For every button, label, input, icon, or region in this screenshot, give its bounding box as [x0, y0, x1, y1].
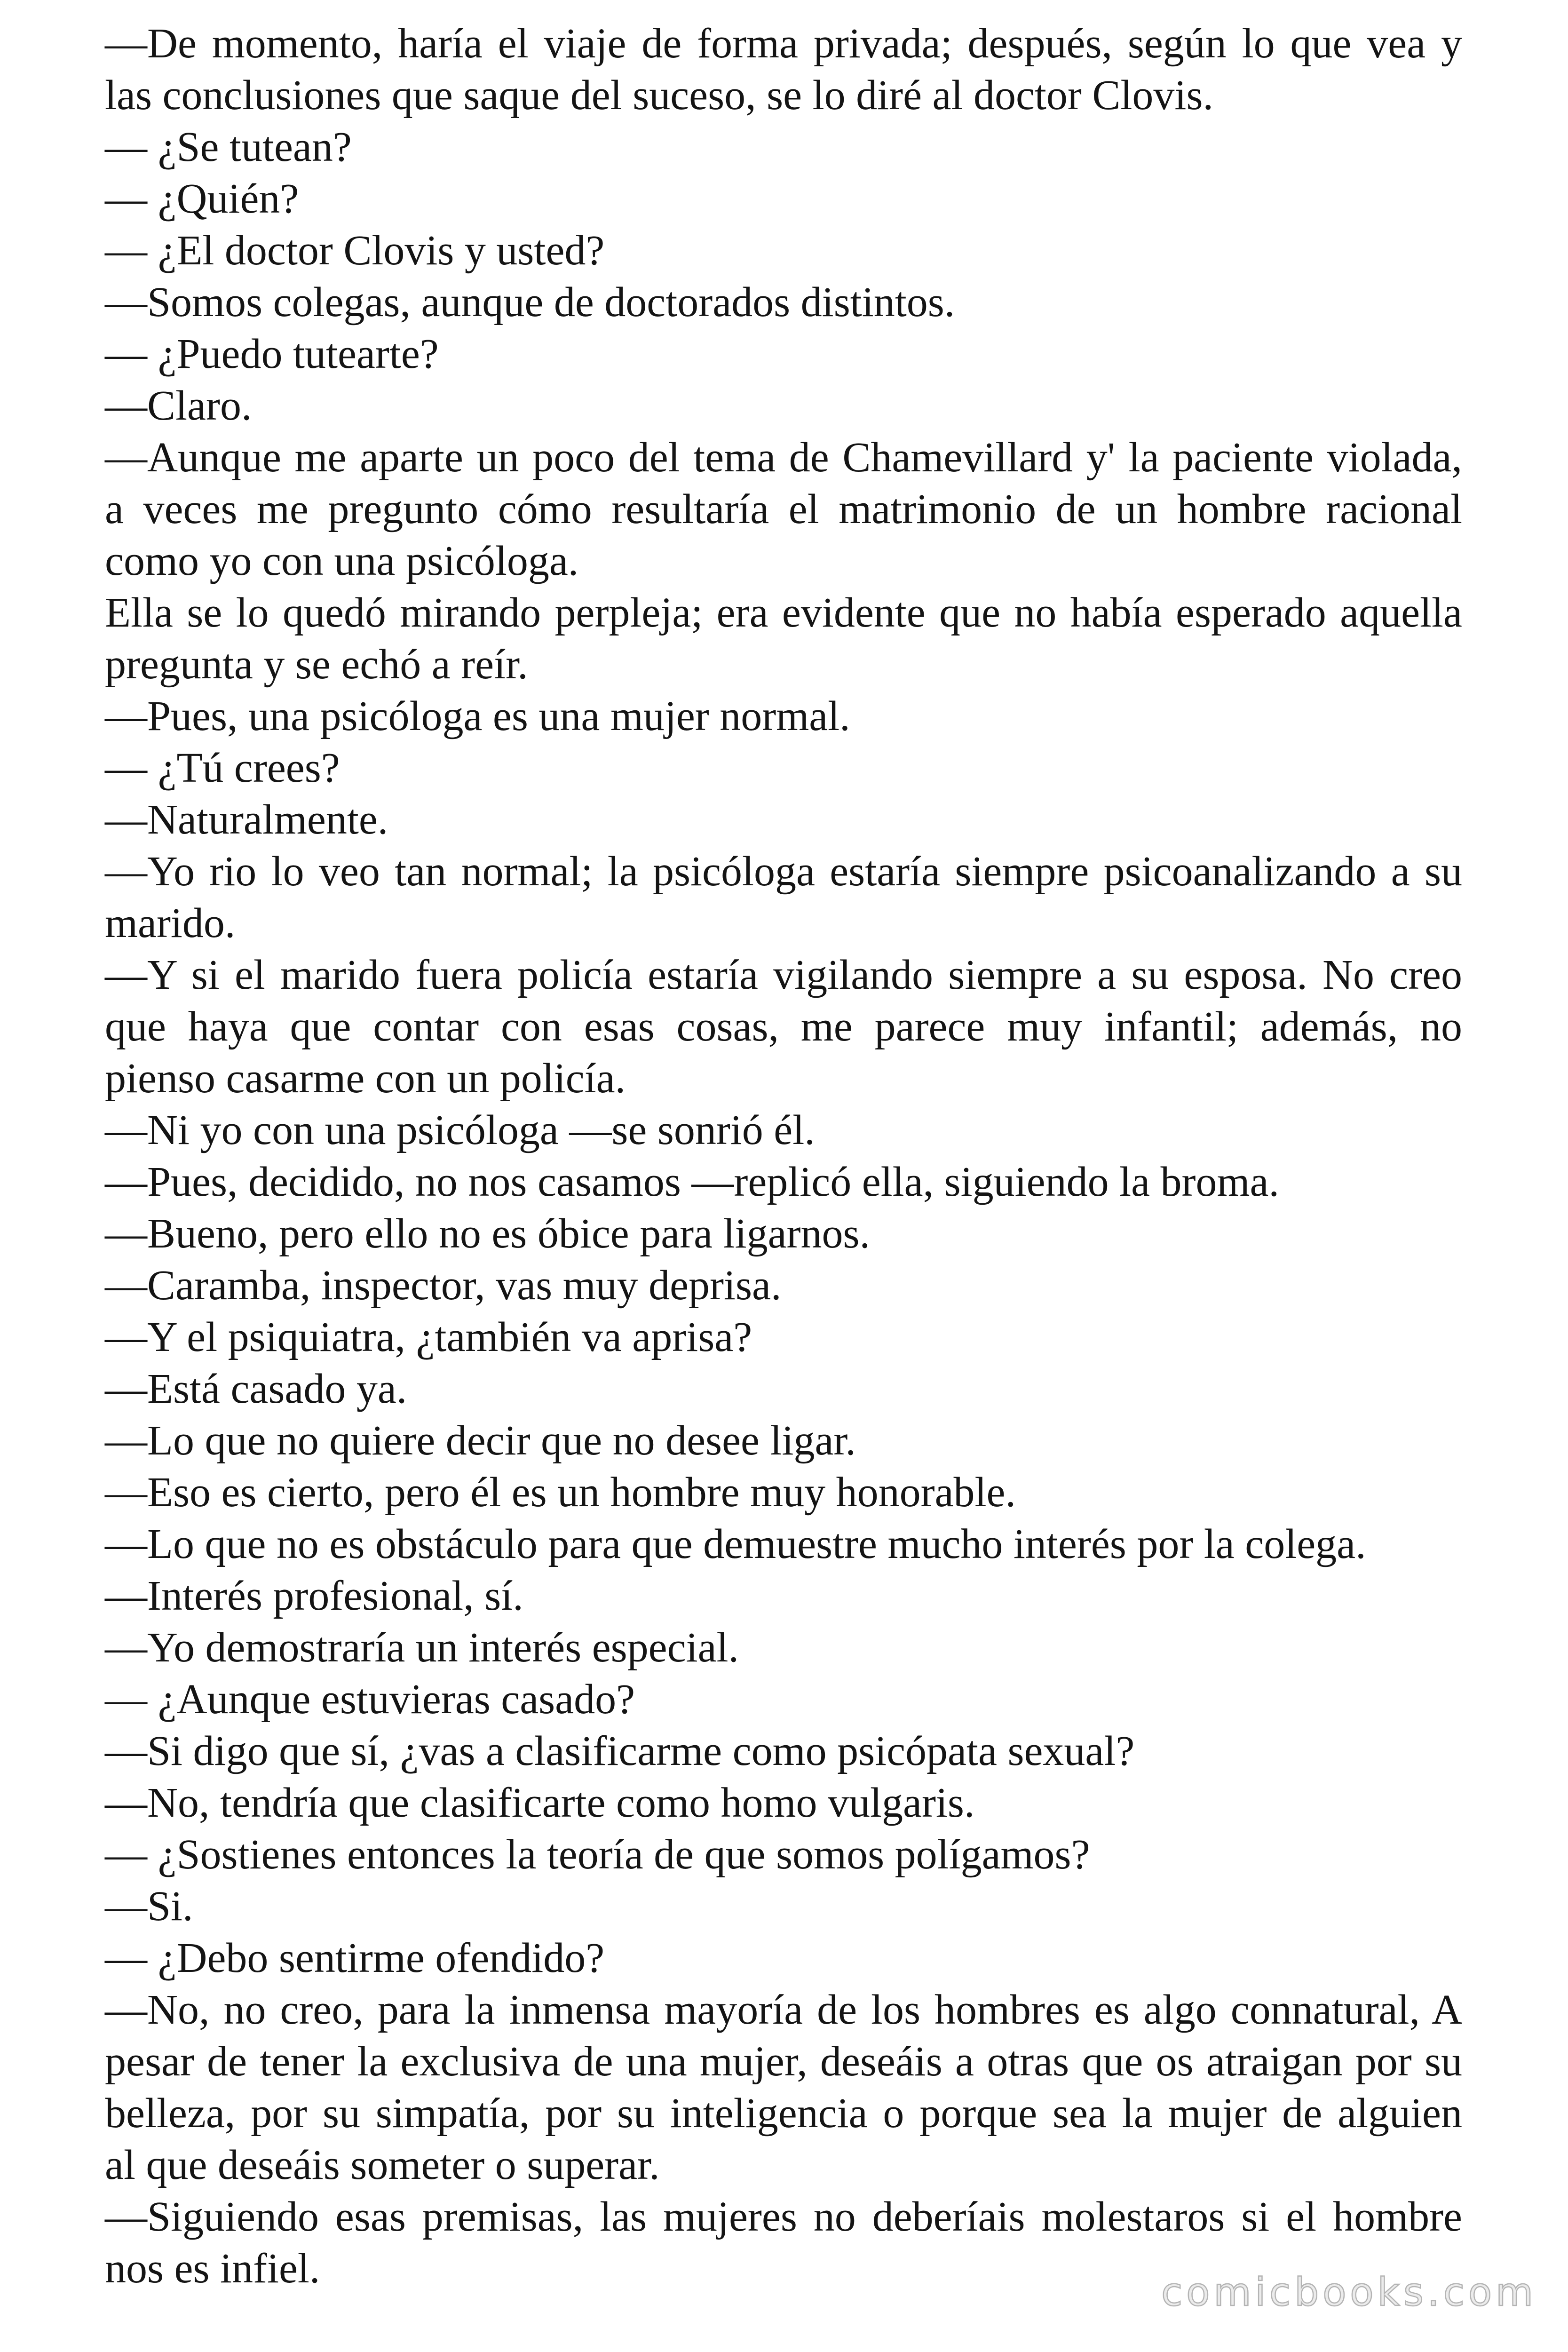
text-line: —Pues, decidido, no nos casamos —replicó ella, siguiendo la broma. — [105, 1159, 1279, 1205]
text-line: a veces me pregunto cómo resultaría el matrimonio de un hombre racional — [105, 486, 1462, 532]
text-line: pesar de tener la exclusiva de una mujer, deseáis a otras que os atraigan por su — [105, 2038, 1462, 2085]
text-line: — ¿Sostienes entonces la teoría de que somos polígamos? — [105, 1831, 1090, 1878]
text-line: al que deseáis someter o superar. — [105, 2142, 660, 2188]
text-line: marido. — [105, 900, 236, 946]
text-line: —Bueno, pero ello no es óbice para ligarnos. — [105, 1210, 871, 1257]
text-line: nos es infiel. — [105, 2245, 320, 2292]
text-line: —Pues, una psicóloga es una mujer normal. — [105, 693, 850, 739]
paragraph — [105, 587, 1462, 691]
text-line: — ¿Tú crees? — [105, 745, 340, 791]
paragraph — [105, 1415, 1462, 1467]
paragraph — [105, 328, 1462, 380]
paragraph — [105, 1622, 1462, 1674]
text-line: —Y el psiquiatra, ¿también va aprisa? — [105, 1314, 752, 1360]
paragraph — [105, 846, 1462, 949]
paragraph — [105, 742, 1462, 794]
paragraph — [105, 432, 1462, 587]
text-line: — ¿Puedo tutearte? — [105, 331, 439, 377]
paragraph — [105, 1518, 1462, 1570]
paragraph — [105, 1467, 1462, 1518]
text-line: —Somos colegas, aunque de doctorados distintos. — [105, 279, 955, 326]
paragraph — [105, 277, 1462, 328]
text-line: como yo con una psicóloga. — [105, 538, 579, 584]
text-line: —De momento, haría el viaje de forma privada; después, según lo que vea y — [105, 20, 1462, 67]
text-line: —Está casado ya. — [105, 1366, 407, 1412]
text-line: — ¿Debo sentirme ofendido? — [105, 1935, 605, 1981]
text-line: —Naturalmente. — [105, 796, 388, 843]
paragraph — [105, 691, 1462, 742]
paragraph — [105, 1777, 1462, 1829]
paragraph — [105, 1104, 1462, 1156]
paragraph — [105, 1829, 1462, 1881]
paragraph — [105, 225, 1462, 277]
paragraph — [105, 173, 1462, 225]
text-line: —Yo rio lo veo tan normal; la psicóloga estaría siempre psicoanalizando a su — [105, 848, 1462, 895]
text-line: —Yo demostraría un interés especial. — [105, 1624, 739, 1671]
text-body — [105, 18, 1462, 2295]
text-line: —Caramba, inspector, vas muy deprisa. — [105, 1262, 782, 1309]
text-line: pregunta y se echó a reír. — [105, 641, 528, 688]
paragraph — [105, 949, 1462, 1104]
paragraph — [105, 1260, 1462, 1311]
text-line: —Interés profesional, sí. — [105, 1573, 523, 1619]
text-line: — ¿Quién? — [105, 175, 299, 222]
text-line: —No, no creo, para la inmensa mayoría de los hombres es algo connatural, A — [105, 1986, 1462, 2033]
text-line: —No, tendría que clasificarte como homo vulgaris. — [105, 1780, 975, 1826]
paragraph — [105, 1725, 1462, 1777]
text-line: — ¿Aunque estuvieras casado? — [105, 1676, 635, 1723]
paragraph — [105, 380, 1462, 432]
paragraph — [105, 1984, 1462, 2191]
text-line: —Y si el marido fuera policía estaría vigilando siempre a su esposa. No creo — [105, 952, 1462, 998]
text-line: —Claro. — [105, 382, 252, 429]
text-line: —Siguiendo esas premisas, las mujeres no deberíais molestaros si el hombre — [105, 2193, 1462, 2240]
text-line: —Si digo que sí, ¿vas a clasificarme como psicópata sexual? — [105, 1728, 1135, 1774]
text-line: belleza, por su simpatía, por su inteligencia o porque sea la mujer de alguien — [105, 2090, 1462, 2137]
paragraph — [105, 121, 1462, 173]
paragraph — [105, 1311, 1462, 1363]
paragraph — [105, 1208, 1462, 1260]
text-line: —Lo que no es obstáculo para que demuestre mucho interés por la colega. — [105, 1521, 1366, 1567]
paragraph — [105, 18, 1462, 121]
text-line: — ¿El doctor Clovis y usted? — [105, 227, 605, 274]
paragraph — [105, 1932, 1462, 1984]
text-line: —Aunque me aparte un poco del tema de Chamevillard y' la paciente violada, — [105, 434, 1462, 481]
text-line: —Lo que no quiere decir que no desee ligar. — [105, 1417, 856, 1464]
paragraph — [105, 1363, 1462, 1415]
text-line: que haya que contar con esas cosas, me parece muy infantil; además, no — [105, 1003, 1462, 1050]
text-line: pienso casarme con un policía. — [105, 1055, 626, 1102]
watermark: comicbooks.com — [1161, 2270, 1537, 2315]
paragraph — [105, 1156, 1462, 1208]
text-line: —Ni yo con una psicóloga —se sonrió él. — [105, 1107, 815, 1153]
text-line: las conclusiones que saque del suceso, se lo diré al doctor Clovis. — [105, 72, 1213, 119]
text-line: —Eso es cierto, pero él es un hombre muy honorable. — [105, 1469, 1016, 1516]
paragraph — [105, 1570, 1462, 1622]
text-line: Ella se lo quedó mirando perpleja; era evidente que no había esperado aquella — [105, 589, 1462, 636]
paragraph — [105, 1881, 1462, 1932]
paragraph — [105, 1674, 1462, 1725]
paragraph — [105, 794, 1462, 846]
text-line: —Si. — [105, 1883, 193, 1930]
text-line: — ¿Se tutean? — [105, 124, 352, 170]
